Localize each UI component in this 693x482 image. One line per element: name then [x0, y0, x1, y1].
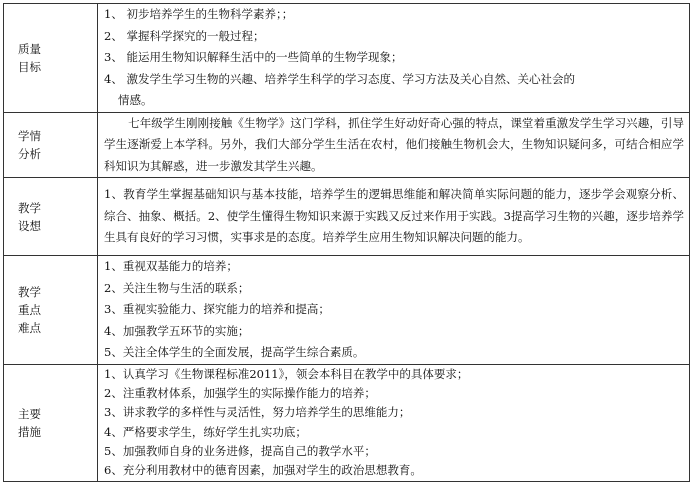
- list-item: 6、充分利用教材中的德育因素，加强对学生的政治思想教育。: [104, 463, 422, 478]
- label-line: 主要: [18, 406, 41, 421]
- row-content-student-analysis: [98, 112, 690, 178]
- label-line: 目标: [18, 59, 41, 74]
- row-label-main-measures: [4, 364, 98, 481]
- label-line: 教学: [18, 200, 41, 215]
- row-content-key-difficulties: [98, 256, 690, 365]
- list-item: 1、重视双基能力的培养；: [104, 259, 238, 273]
- table-row-key-difficulties: [4, 256, 690, 365]
- list-item: 5、加强教师自身的业务进修，提高自己的教学水平；: [104, 443, 376, 458]
- list-item: 3、 能运用生物知识解释生活中的一些简单的生物学现象；: [104, 50, 403, 64]
- label-line: 难点: [18, 320, 41, 335]
- label-line: 学情: [18, 128, 41, 143]
- list-item: 1、 初步培养学生的生物科学素养；；: [104, 7, 294, 21]
- list-item: 5、关注全体学生的全面发展，提高学生综合素质。: [104, 345, 365, 359]
- label-line: 分析: [18, 146, 41, 161]
- list-item: 2、关注生物与生活的联系；: [104, 280, 250, 295]
- list-item: 3、重视实验能力、探究能力的培养和提高；: [104, 302, 330, 316]
- list-item: 2、注重教材体系，加强学生的实际操作能力的培养；: [104, 385, 376, 400]
- list-item: 4、严格要求学生，练好学生扎实功底；: [104, 424, 307, 439]
- row-content-main-measures: [98, 364, 690, 481]
- table-row-quality-goals: [4, 4, 690, 113]
- row-label-key-difficulties: [4, 256, 98, 365]
- table-row-student-analysis: [4, 112, 690, 178]
- list-item: 情感。: [118, 93, 153, 107]
- label-line: 质量: [18, 41, 41, 56]
- list-item: 4、加强教学五环节的实施；: [104, 323, 250, 338]
- paragraph: 1、教育学生掌握基础知识与基本技能，培养学生的逻辑思维能和解决简单实际问题的能力，逐步学会观察分析、综合、抽象、概括。2、使学生懂得生物知识来源于实践又反过来作用于实践。3提高学习生物的兴趣，逐步培养学生具有良好的学习习惯，实事求是的态度。培养学生应用生物知识解决问题的能力。: [104, 187, 684, 245]
- label-line: 重点: [18, 302, 41, 317]
- label-line: 设想: [18, 218, 41, 233]
- row-label-quality-goals: [4, 4, 98, 113]
- teaching-plan-table: [3, 3, 690, 482]
- row-content-teaching-plan: [98, 178, 690, 256]
- row-label-teaching-plan: [4, 178, 98, 256]
- table-row-main-measures: [4, 364, 690, 481]
- list-item: 4、 激发学生学习生物的兴趣、培养学生科学的学习态度、学习方法及关心自然、关心社会的: [104, 71, 575, 86]
- list-item: 2、 掌握科学探究的一般过程；: [104, 28, 265, 43]
- table-row-teaching-plan: [4, 178, 690, 256]
- label-line: 教学: [18, 284, 41, 299]
- label-line: 措施: [18, 424, 41, 439]
- paragraph: 七年级学生刚刚接触《生物学》这门学科，抓住学生好动好奇心强的特点，课堂着重激发学生学习兴趣，引导学生逐渐爱上本学科。另外，我们大部分学生生活在农村，他们接触生物机会大，生物知识疑问多，可结合相应学科知识为其解惑，进一步激发其学生兴趣。: [104, 115, 684, 173]
- row-content-quality-goals: [98, 4, 690, 113]
- list-item: 1、认真学习《生物课程标准2011》，领会本科目在教学中的具体要求；: [104, 366, 469, 381]
- list-item: 3、讲求教学的多样性与灵活性，努力培养学生的思维能力；: [104, 405, 411, 420]
- row-label-student-analysis: [4, 112, 98, 178]
